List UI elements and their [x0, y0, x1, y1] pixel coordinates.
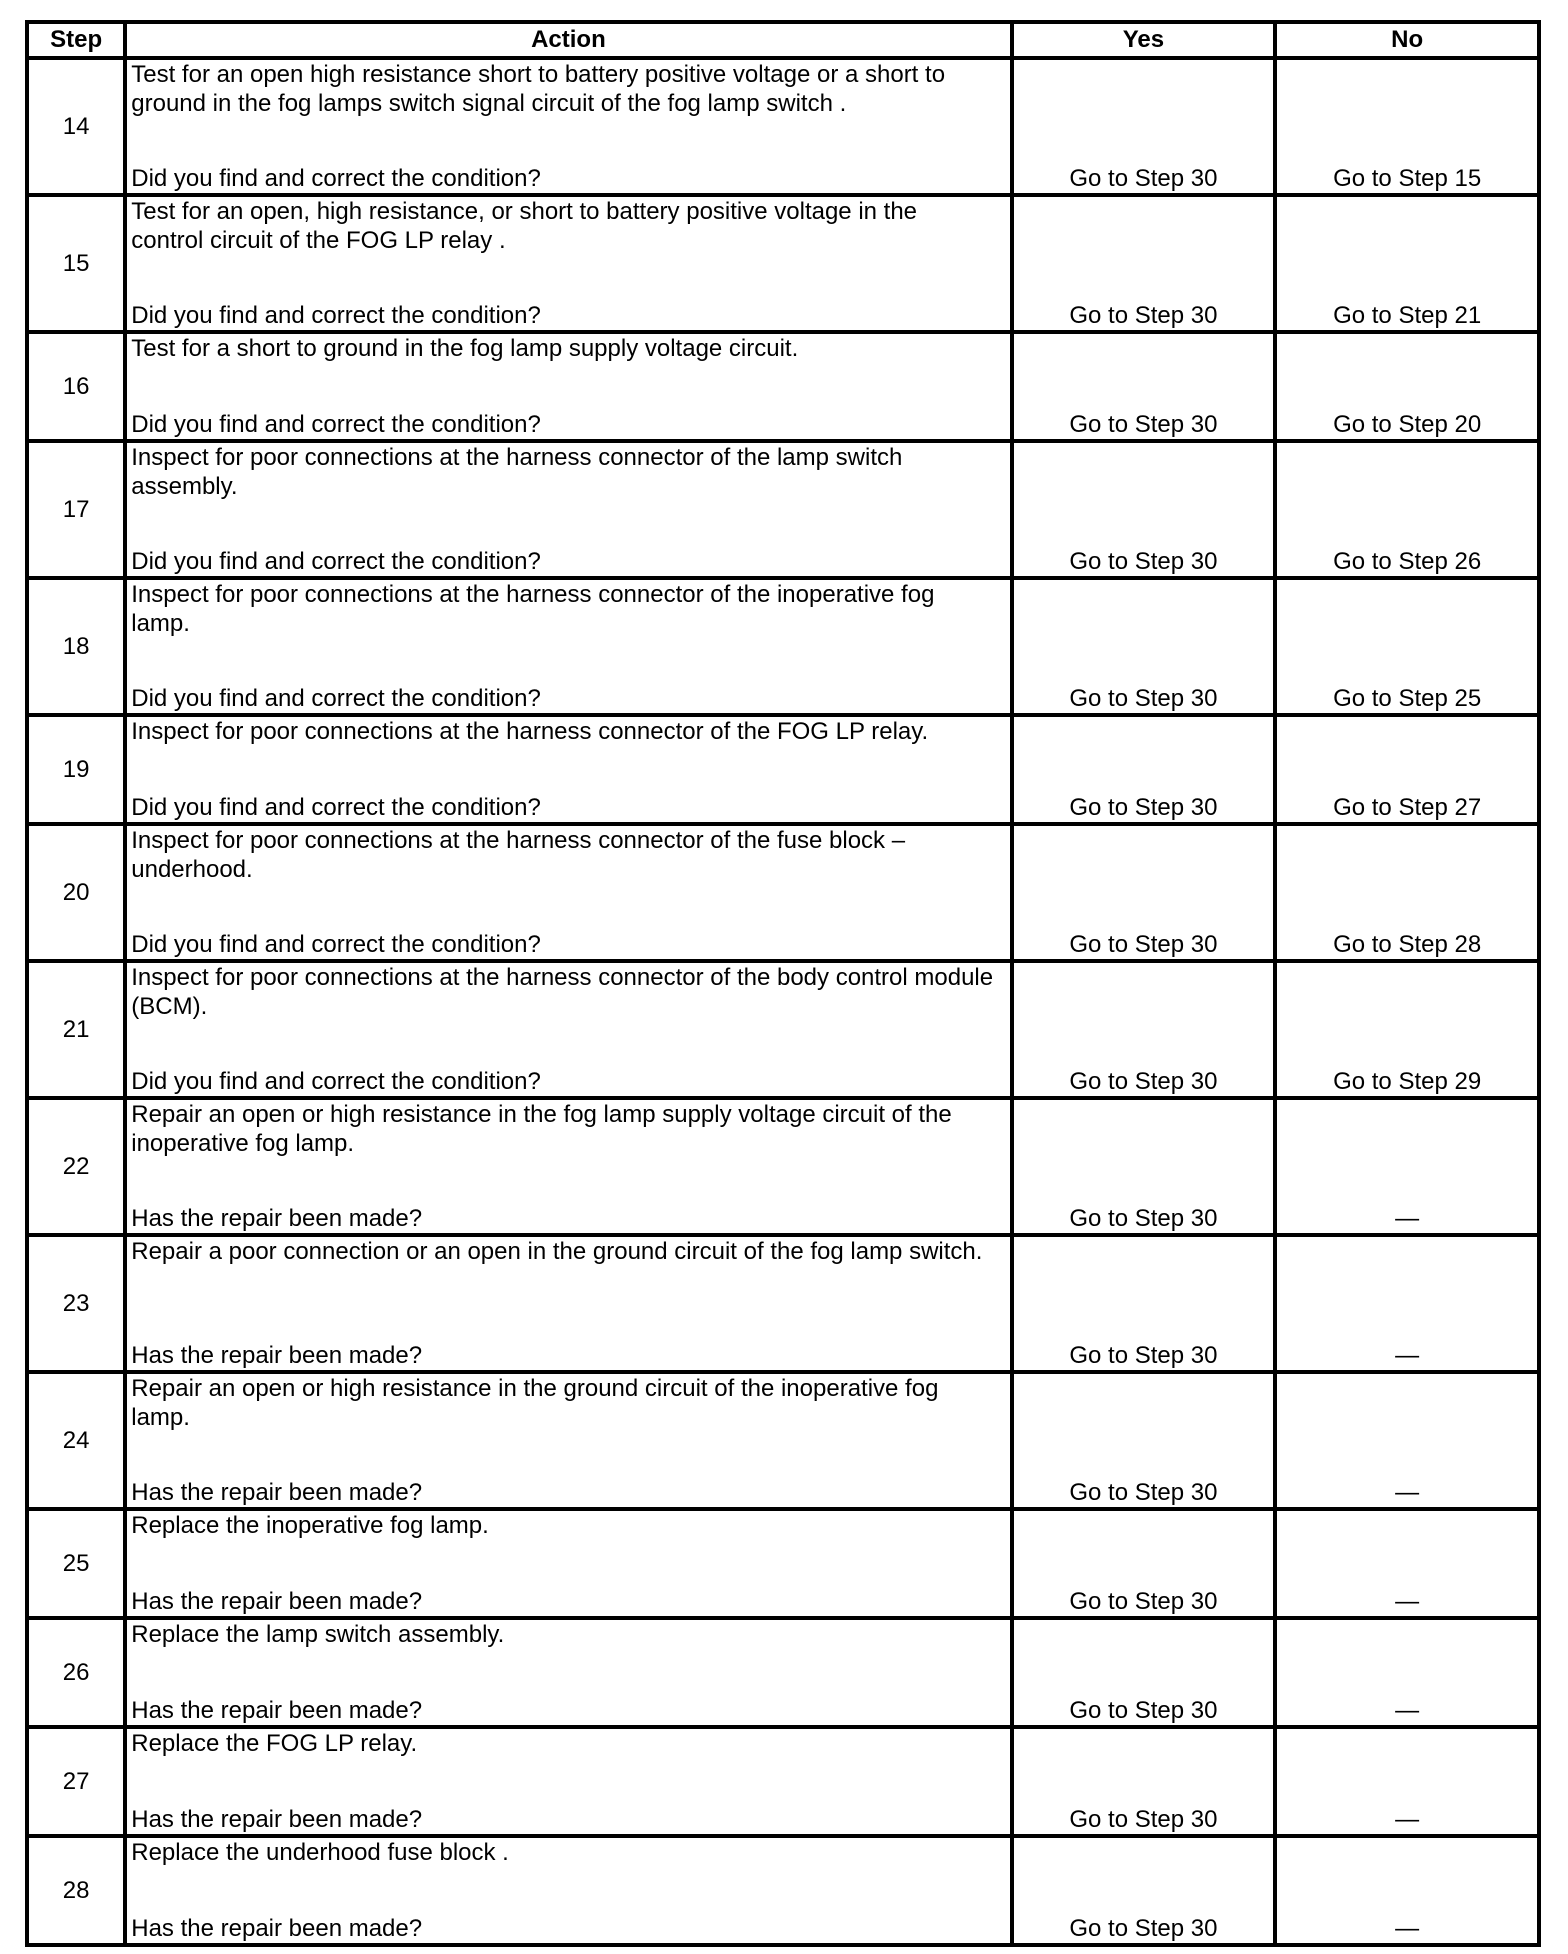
yes-outcome: Go to Step 30 [1012, 58, 1276, 195]
step-number: 15 [27, 195, 125, 332]
yes-outcome: Go to Step 30 [1012, 1098, 1276, 1235]
table-row [27, 1372, 1539, 1509]
action-question: Did you find and correct the condition? [131, 165, 541, 192]
action-question: Has the repair been made? [131, 1342, 423, 1369]
no-outcome: — [1275, 1618, 1539, 1727]
table-row [27, 824, 1539, 961]
action-cell [125, 1509, 1011, 1618]
action-cell [125, 1727, 1011, 1836]
step-number: 14 [27, 58, 125, 195]
step-number: 22 [27, 1098, 125, 1235]
yes-outcome: Go to Step 30 [1012, 961, 1276, 1098]
no-outcome: Go to Step 29 [1275, 961, 1539, 1098]
yes-outcome: Go to Step 30 [1012, 441, 1276, 578]
action-question: Did you find and correct the condition? [131, 931, 541, 958]
action-question: Has the repair been made? [131, 1806, 423, 1833]
table-row [27, 578, 1539, 715]
step-number: 20 [27, 824, 125, 961]
action-cell [125, 1098, 1011, 1235]
no-outcome: Go to Step 20 [1275, 332, 1539, 441]
action-cell [125, 578, 1011, 715]
action-question: Did you find and correct the condition? [131, 411, 541, 438]
diagnostic-table [25, 20, 1541, 1947]
no-outcome: — [1275, 1098, 1539, 1235]
table-row [27, 715, 1539, 824]
no-outcome: — [1275, 1727, 1539, 1836]
step-number: 28 [27, 1836, 125, 1945]
action-cell [125, 1836, 1011, 1945]
no-outcome: — [1275, 1235, 1539, 1372]
no-outcome: Go to Step 15 [1275, 58, 1539, 195]
action-instruction: Inspect for poor connections at the harness connector of the fuse block – underhood. [131, 827, 906, 883]
step-number: 18 [27, 578, 125, 715]
action-cell [125, 715, 1011, 824]
no-outcome: Go to Step 27 [1275, 715, 1539, 824]
no-outcome: Go to Step 28 [1275, 824, 1539, 961]
action-question: Did you find and correct the condition? [131, 1068, 541, 1095]
action-question: Has the repair been made? [131, 1915, 423, 1942]
step-number: 25 [27, 1509, 125, 1618]
action-cell [125, 1235, 1011, 1372]
action-instruction: Repair an open or high resistance in the fog lamp supply voltage circuit of the inoperative fog lamp. [131, 1101, 952, 1157]
table-row [27, 195, 1539, 332]
yes-outcome: Go to Step 30 [1012, 1618, 1276, 1727]
action-instruction: Replace the underhood fuse block . [131, 1839, 509, 1866]
step-number: 17 [27, 441, 125, 578]
action-question: Did you find and correct the condition? [131, 685, 541, 712]
step-number: 16 [27, 332, 125, 441]
action-question: Did you find and correct the condition? [131, 794, 541, 821]
yes-outcome: Go to Step 30 [1012, 578, 1276, 715]
yes-outcome: Go to Step 30 [1012, 332, 1276, 441]
no-outcome: Go to Step 21 [1275, 195, 1539, 332]
action-instruction: Repair an open or high resistance in the ground circuit of the inoperative fog lamp. [131, 1375, 939, 1431]
action-question: Has the repair been made? [131, 1479, 423, 1506]
header-yes: Yes [1012, 22, 1276, 58]
action-cell [125, 441, 1011, 578]
action-question: Did you find and correct the condition? [131, 548, 541, 575]
yes-outcome: Go to Step 30 [1012, 1727, 1276, 1836]
table-row [27, 1235, 1539, 1372]
step-number: 27 [27, 1727, 125, 1836]
step-number: 26 [27, 1618, 125, 1727]
no-outcome: — [1275, 1836, 1539, 1945]
yes-outcome: Go to Step 30 [1012, 1235, 1276, 1372]
action-cell [125, 1618, 1011, 1727]
header-no: No [1275, 22, 1539, 58]
no-outcome: Go to Step 25 [1275, 578, 1539, 715]
action-instruction: Test for an open, high resistance, or short to battery positive voltage in the control circuit of the FOG LP relay . [131, 198, 918, 254]
action-cell [125, 961, 1011, 1098]
action-cell [125, 58, 1011, 195]
action-instruction: Inspect for poor connections at the harness connector of the FOG LP relay. [131, 718, 929, 745]
table-row [27, 1727, 1539, 1836]
yes-outcome: Go to Step 30 [1012, 1372, 1276, 1509]
action-question: Did you find and correct the condition? [131, 302, 541, 329]
yes-outcome: Go to Step 30 [1012, 1836, 1276, 1945]
action-instruction: Test for a short to ground in the fog lamp supply voltage circuit. [131, 335, 799, 362]
action-cell [125, 1372, 1011, 1509]
action-instruction: Inspect for poor connections at the harness connector of the inoperative fog lamp. [131, 581, 935, 637]
no-outcome: — [1275, 1372, 1539, 1509]
step-number: 24 [27, 1372, 125, 1509]
table-row [27, 961, 1539, 1098]
action-question: Has the repair been made? [131, 1205, 423, 1232]
header-row [27, 22, 1539, 58]
action-cell [125, 824, 1011, 961]
step-number: 19 [27, 715, 125, 824]
action-instruction: Replace the FOG LP relay. [131, 1730, 418, 1757]
action-instruction: Replace the inoperative fog lamp. [131, 1512, 489, 1539]
table-row [27, 441, 1539, 578]
yes-outcome: Go to Step 30 [1012, 715, 1276, 824]
action-question: Has the repair been made? [131, 1588, 423, 1615]
action-question: Has the repair been made? [131, 1697, 423, 1724]
yes-outcome: Go to Step 30 [1012, 1509, 1276, 1618]
no-outcome: — [1275, 1509, 1539, 1618]
table-row [27, 1618, 1539, 1727]
yes-outcome: Go to Step 30 [1012, 195, 1276, 332]
header-action: Action [125, 22, 1011, 58]
action-cell [125, 195, 1011, 332]
action-cell [125, 332, 1011, 441]
table-row [27, 1098, 1539, 1235]
step-number: 23 [27, 1235, 125, 1372]
step-number: 21 [27, 961, 125, 1098]
no-outcome: Go to Step 26 [1275, 441, 1539, 578]
action-instruction: Inspect for poor connections at the harness connector of the body control module (BCM). [131, 964, 994, 1020]
table-row [27, 1836, 1539, 1945]
header-step: Step [27, 22, 125, 58]
action-instruction: Replace the lamp switch assembly. [131, 1621, 505, 1648]
action-instruction: Test for an open high resistance short to battery positive voltage or a short to ground in the fog lamps switch signal circuit of the fog lamp switch . [131, 61, 946, 117]
table-row [27, 332, 1539, 441]
table-row [27, 58, 1539, 195]
action-instruction: Inspect for poor connections at the harness connector of the lamp switch assembly. [131, 444, 903, 500]
table-row [27, 1509, 1539, 1618]
action-instruction: Repair a poor connection or an open in the ground circuit of the fog lamp switch. [131, 1238, 983, 1265]
yes-outcome: Go to Step 30 [1012, 824, 1276, 961]
